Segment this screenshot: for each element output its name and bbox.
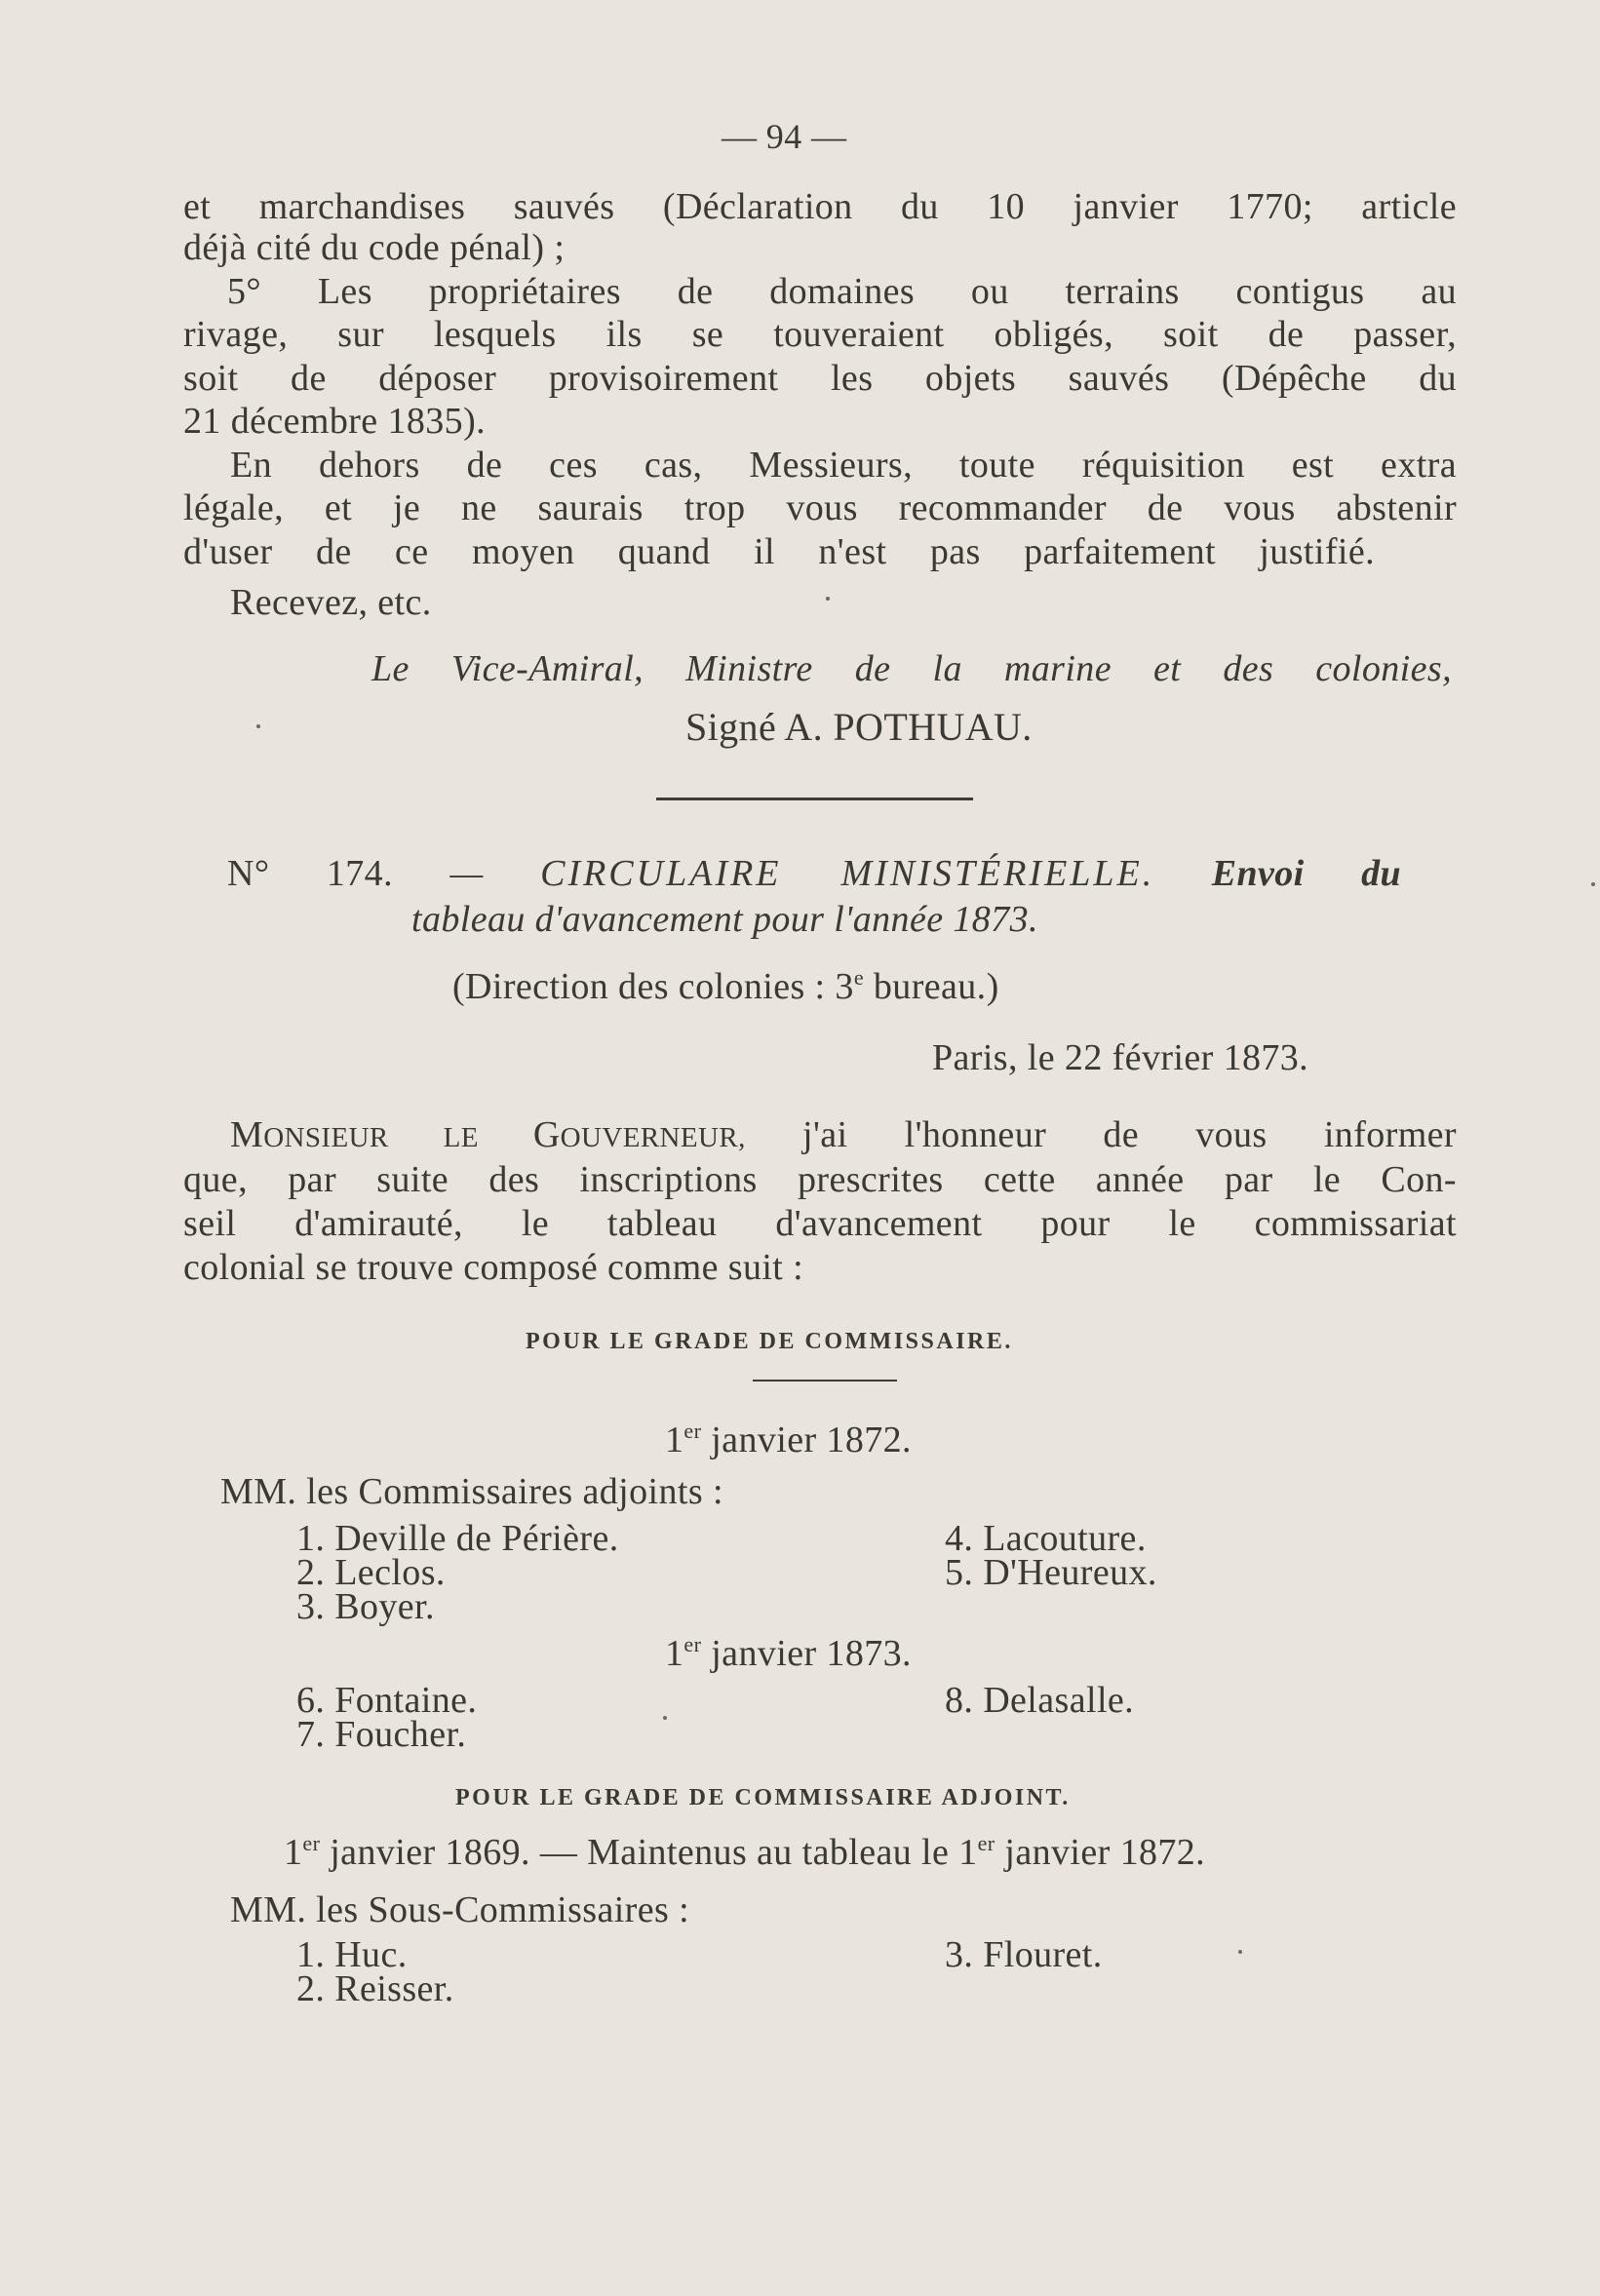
list-item: 3. Flouret. [945,1934,1103,1975]
section-heading: POUR LE GRADE DE COMMISSAIRE ADJOINT. [455,1785,1071,1810]
list-item: 8. Delasalle. [945,1680,1135,1721]
list-item: 7. Foucher. [296,1714,467,1755]
circular-subtitle: tableau d'avancement pour l'année 1873. [411,899,1038,940]
list-item: 4. Lacouture. [945,1518,1147,1559]
paragraph-line: et marchandises sauvés (Déclaration du 10 janvier 1770; article [183,186,1457,227]
circular-title: CIRCULAIRE MINISTÉRIELLE. [540,853,1155,894]
scan-speck [1591,882,1595,886]
salutation: MONSIEUR LE GOUVERNEUR, [230,1114,746,1155]
section-divider [753,1380,897,1381]
circular-title-rest: Envoi du [1211,853,1402,894]
page-number: — 94 — [722,117,847,156]
paragraph-line: légale, et je ne saurais trop vous recommander de vous abstenir [183,487,1457,528]
section-divider [656,798,973,800]
paragraph-line: En dehors de ces cas, Messieurs, toute réquisition est extra [230,445,1457,486]
paragraph-line: soit de déposer provisoirement les objets sauvés (Dépêche du [183,358,1457,399]
scan-speck [256,724,260,728]
circular-heading [227,852,1401,895]
group-label: MM. les Commissaires adjoints : [220,1471,723,1512]
circular-date: Paris, le 22 février 1873. [932,1037,1309,1078]
paragraph-line: déjà cité du code pénal) ; [183,227,566,268]
body-line: colonial se trouve composé comme suit : [183,1247,804,1288]
list-item: 2. Leclos. [296,1552,446,1593]
signature-name: Signé A. POTHUAU. [685,705,1033,749]
list-item: 2. Reisser. [296,1968,454,2009]
scan-speck [1238,1950,1242,1954]
direction-end: bureau.) [873,966,999,1007]
body-line: j'ai l'honneur de vous informer [801,1114,1457,1155]
list-item: 3. Boyer. [296,1586,435,1627]
paragraph-line: 21 décembre 1835). [183,401,487,442]
body-line: que, par suite des inscriptions prescrites cette année par le Con- [183,1159,1457,1200]
section-heading: POUR LE GRADE DE COMMISSAIRE. [526,1329,1013,1354]
list-item: 5. D'Heureux. [945,1552,1157,1593]
paragraph-line: rivage, sur lesquels ils se touveraient obligés, soit de passer, [183,314,1457,355]
section-date: 1er janvier 1873. [665,1632,912,1674]
section-date: 1er janvier 1869. — Maintenus au tableau le 1er janvier 1872. [284,1831,1206,1873]
signature-title: Le Vice-Amiral, Ministre de la marine et des colonies, [371,648,1452,689]
section-date: 1er janvier 1872. [665,1419,912,1460]
paragraph-line: 5° Les propriétaires de domaines ou terrains contigus au [227,271,1457,312]
scan-speck [826,597,830,601]
list-item: 1. Huc. [296,1934,408,1975]
list-item: 6. Fontaine. [296,1680,478,1721]
direction-sup: e [853,965,864,990]
salutation-line [230,1113,1457,1159]
group-label: MM. les Sous-Commissaires : [230,1889,690,1930]
paragraph-line: d'user de ce moyen quand il n'est pas parfaitement justifié. [183,531,1375,572]
circular-number: N° 174. [227,853,393,894]
direction-text: (Direction des colonies : 3 [452,966,854,1007]
list-item: 1. Deville de Périère. [296,1518,619,1559]
direction-line [452,965,999,1008]
circular-dash: — [449,853,484,894]
body-line: seil d'amirauté, le tableau d'avancement pour le commissariat [183,1203,1457,1244]
closing-formula: Recevez, etc. [230,582,432,623]
scan-speck [663,1716,667,1720]
